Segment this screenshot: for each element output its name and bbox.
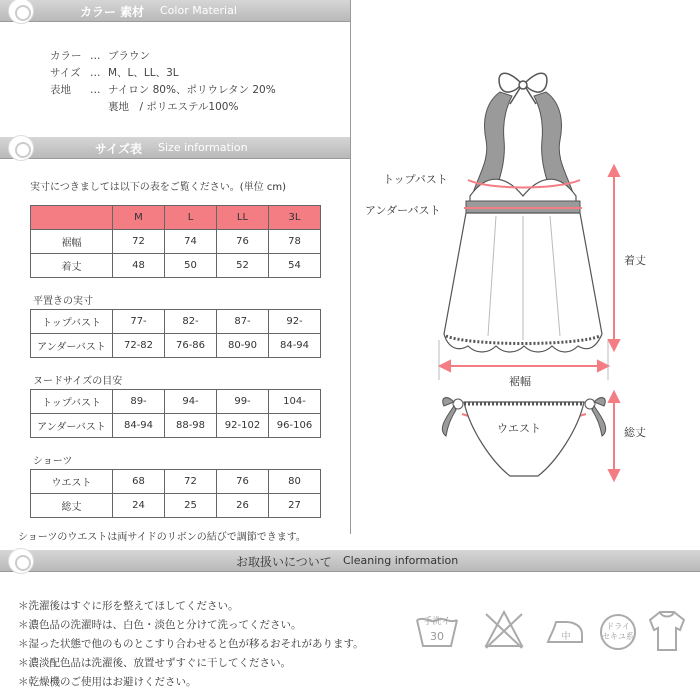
table-row: アンダーバスト 72-82 76-86 80-90 84-94 <box>31 334 321 358</box>
cleaning-title-en: Cleaning information <box>343 554 459 567</box>
size-ll: LL <box>217 206 269 230</box>
hand-wash-temp: 30 <box>430 630 444 643</box>
waist-label: ウエスト <box>497 422 541 435</box>
total-length-label: 総丈 <box>624 426 646 439</box>
nude-title: ヌードサイズの目安 <box>33 376 123 387</box>
rose-icon <box>8 548 34 574</box>
size-header-row <box>31 206 321 230</box>
hem-width-label: 裾幅 <box>509 375 531 388</box>
table-row: 着丈 48 50 52 54 <box>31 254 321 278</box>
dry-clean-text: ドライ <box>606 622 630 631</box>
size-m: M <box>113 206 165 230</box>
table-row: 裾幅 72 74 76 78 <box>31 230 321 254</box>
size-info-title-en: Size information <box>158 141 248 154</box>
spec-list <box>50 48 340 116</box>
cleaning-header <box>0 550 700 572</box>
table-row: ウエスト 68 72 76 80 <box>31 470 321 494</box>
under-bust-label: アンダーバスト <box>365 204 441 217</box>
spec-row-color: カラー … ブラウン <box>50 50 150 62</box>
top-bust-label: トップバスト <box>383 173 448 186</box>
shorts-note: ショーツのウエストは両サイドのリボンの結びで調節できます。 <box>18 532 306 543</box>
bra-cups <box>470 179 576 204</box>
iron-medium-text: 中 <box>561 632 571 642</box>
flat-title: 平置きの実寸 <box>33 296 93 307</box>
garment-diagram <box>352 0 700 534</box>
list-item: ＊濃色品の洗濯時は、白色・淡色と分けて洗ってください。 <box>18 619 302 631</box>
no-bleach-icon <box>482 608 526 652</box>
spec-row-lining: 裏地 / ポリエステル100% <box>108 101 239 113</box>
size-l: L <box>165 206 217 230</box>
rose-icon <box>8 0 34 24</box>
cleaning-title: お取扱いについて <box>236 555 332 569</box>
table-row: トップバスト 89- 94- 99- 104- <box>31 390 321 414</box>
color-material-header <box>0 0 350 22</box>
hang-dry-icon <box>646 608 688 654</box>
size-table-flat <box>30 309 321 358</box>
list-item: ＊乾燥機のご使用はお避けください。 <box>18 676 197 688</box>
size-note: 実寸につきましては以下の表をご覧ください。(単位 cm) <box>30 182 287 193</box>
shorts-title: ショーツ <box>33 456 73 467</box>
size-info-header <box>0 137 350 159</box>
size-table-shorts <box>30 469 321 518</box>
table-row: トップバスト 77- 82- 87- 92- <box>31 310 321 334</box>
table-row: 総丈 24 25 26 27 <box>31 494 321 518</box>
size-info-title: サイズ表 <box>95 142 143 156</box>
length-label: 着丈 <box>624 254 646 267</box>
size-3l: 3L <box>269 206 321 230</box>
list-item: ＊濃淡配色品は洗濯後、放置せずすぐに干してください。 <box>18 657 291 669</box>
list-item: ＊湿った状態で他のものとこすり合わせると色が移るおそれがあります。 <box>18 638 364 650</box>
dry-clean-text2: セキユ系 <box>602 632 634 641</box>
care-list <box>18 597 364 692</box>
shorts <box>464 402 584 476</box>
list-item: ＊洗濯後はすぐに形を整えてほしてください。 <box>18 600 239 612</box>
size-table-nude <box>30 389 321 438</box>
color-material-title: カラー 素材 <box>80 5 145 19</box>
spec-row-size: サイズ … M、L、LL、3L <box>50 67 179 79</box>
hand-wash-text: 手洗イ <box>423 617 451 627</box>
size-table-main <box>30 205 321 278</box>
section-divider <box>350 0 351 534</box>
table-row: アンダーバスト 84-94 88-98 92-102 96-106 <box>31 414 321 438</box>
spec-row-outer: 表地 … ナイロン 80%、ポリウレタン 20% <box>50 84 276 96</box>
rose-icon <box>8 135 34 161</box>
color-material-title-en: Color Material <box>160 4 237 17</box>
